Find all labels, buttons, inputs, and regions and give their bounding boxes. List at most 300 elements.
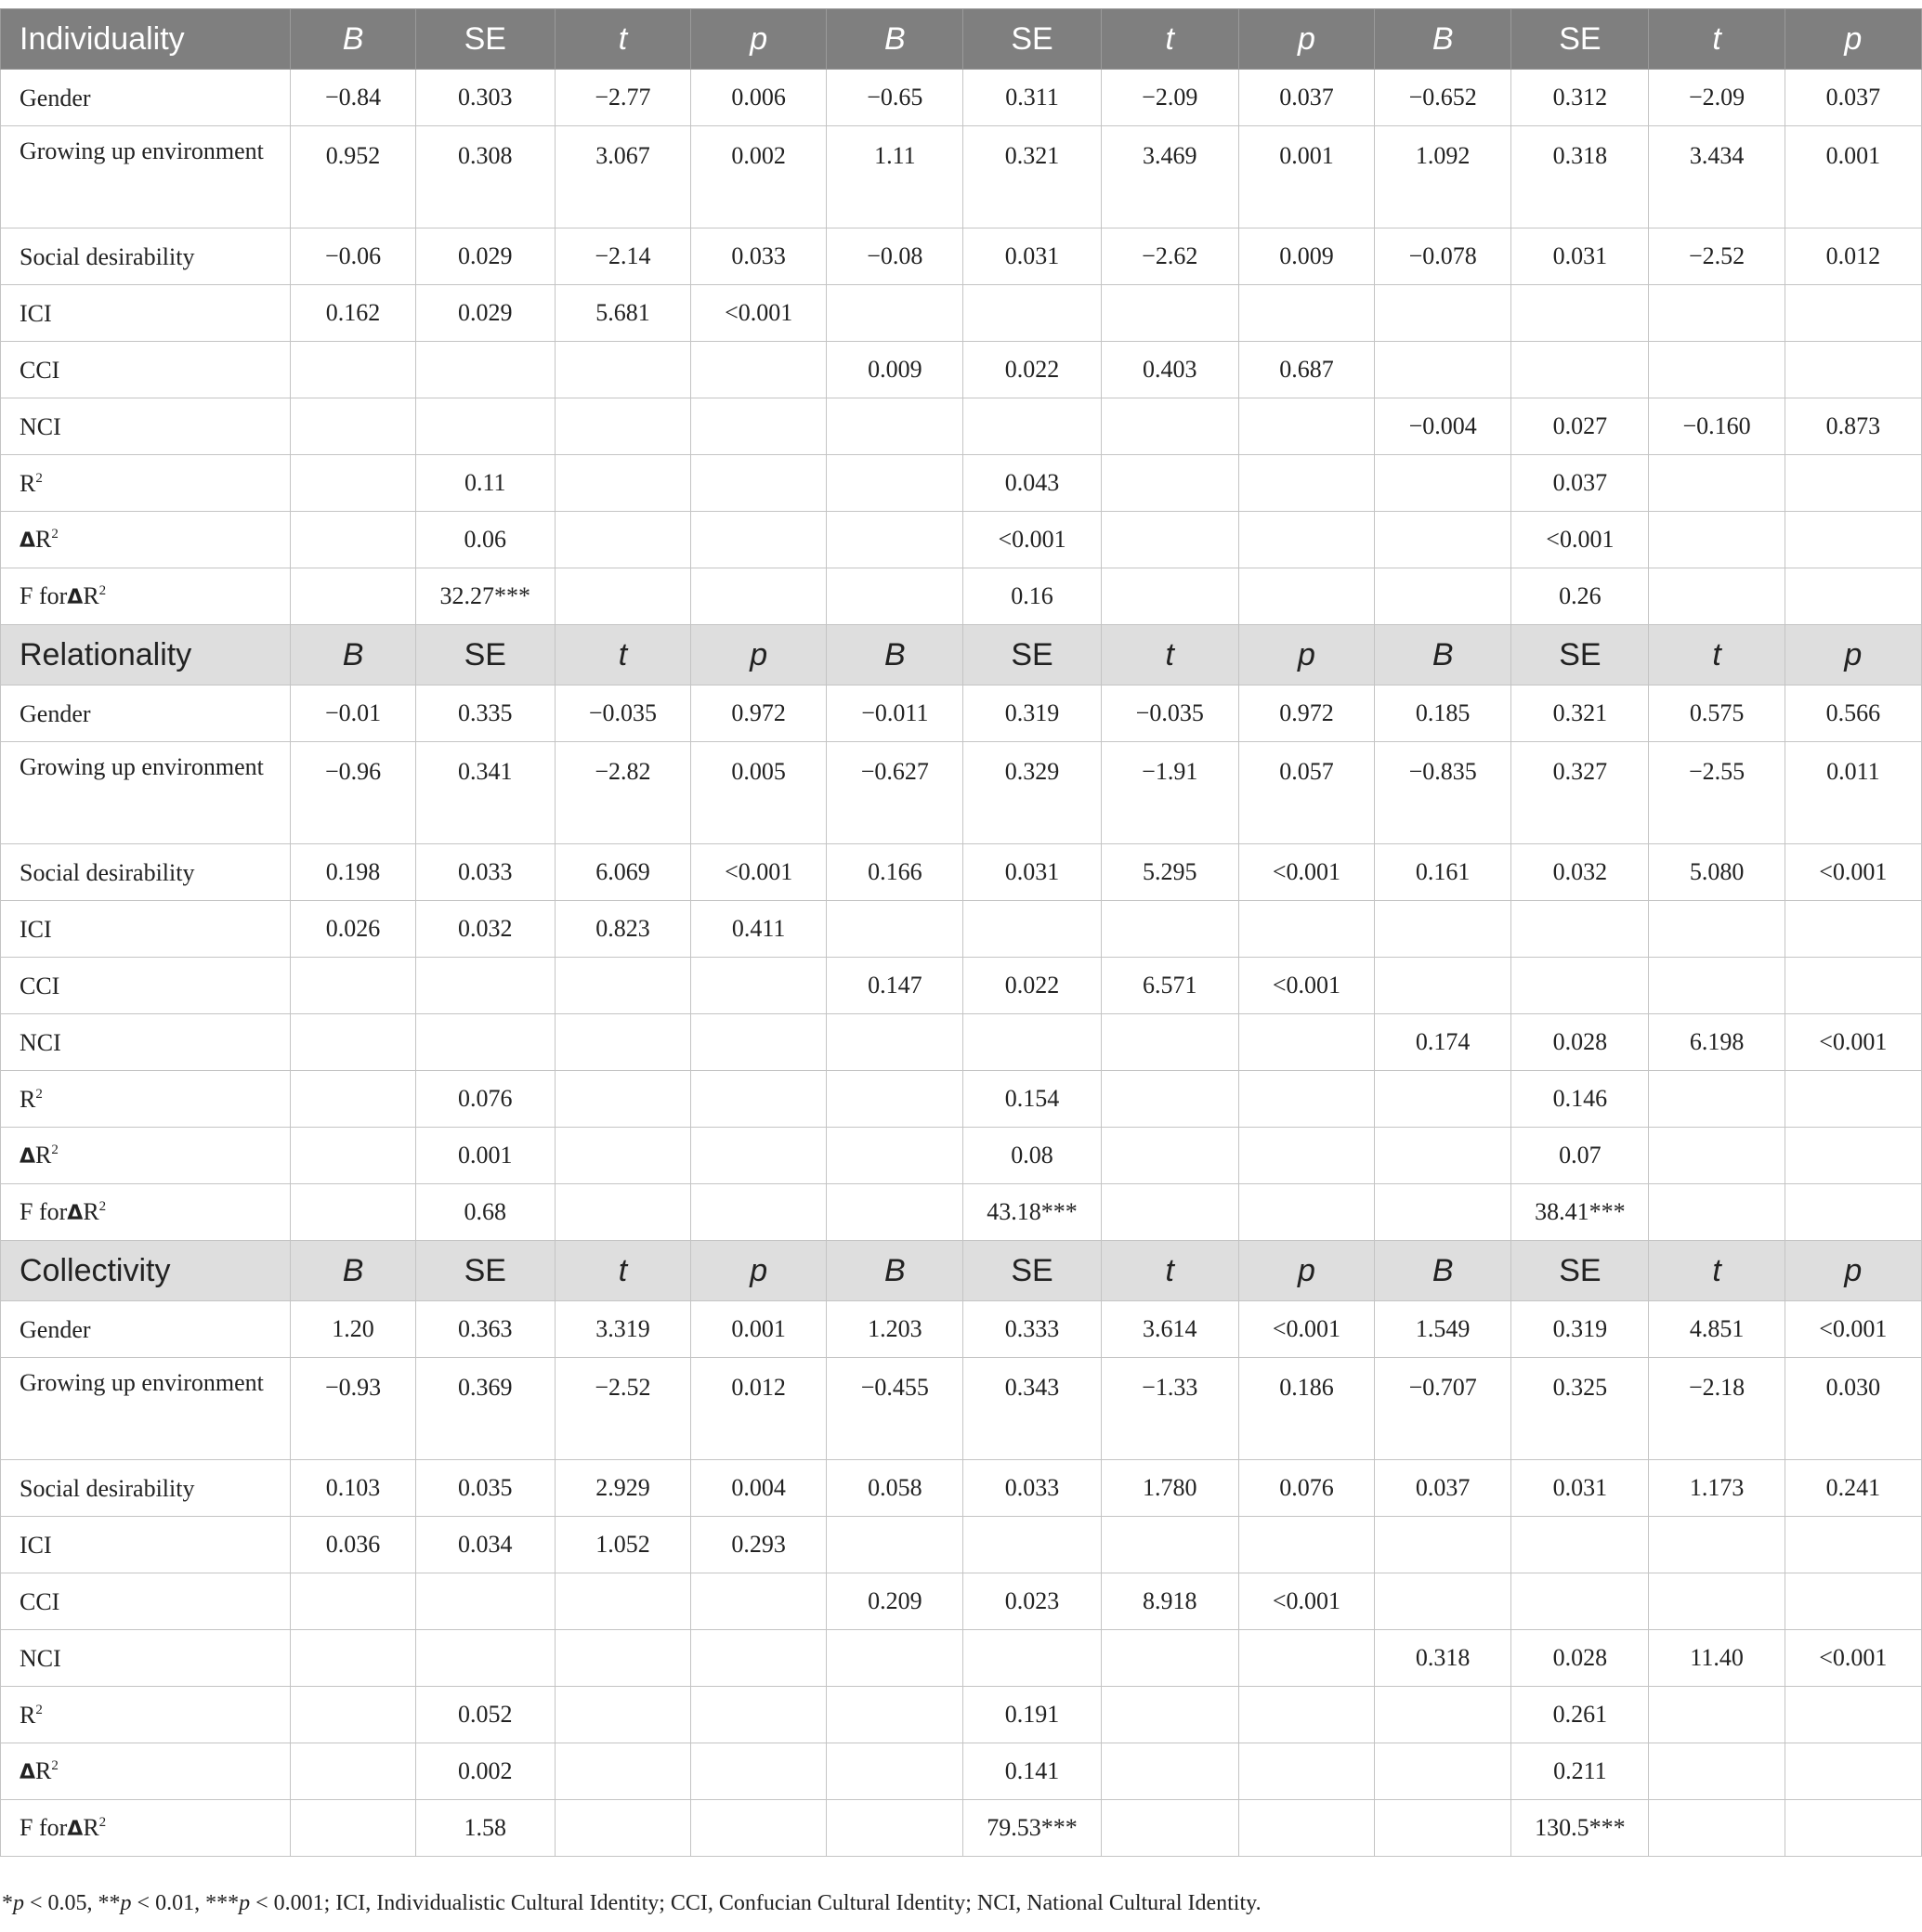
table-cell: 0.209 xyxy=(827,1573,963,1630)
table-cell xyxy=(1375,342,1511,398)
table-cell: 0.031 xyxy=(963,228,1101,285)
table-cell: 0.006 xyxy=(691,70,827,126)
table-cell xyxy=(1375,512,1511,568)
table-cell: 0.002 xyxy=(415,1743,555,1800)
table-row xyxy=(1,512,1922,568)
table-row xyxy=(1,1128,1922,1184)
table-cell: 0.166 xyxy=(827,844,963,901)
table-row xyxy=(1,1184,1922,1241)
table-cell: 0.06 xyxy=(415,512,555,568)
table-cell: −0.078 xyxy=(1375,228,1511,285)
table-cell: 1.58 xyxy=(415,1800,555,1857)
table-cell xyxy=(1649,568,1785,625)
table-cell: −0.65 xyxy=(827,70,963,126)
table-cell: 0.312 xyxy=(1511,70,1649,126)
table-cell xyxy=(1101,512,1238,568)
table-cell: 0.012 xyxy=(1785,228,1921,285)
column-header: t xyxy=(555,9,690,70)
table-cell: −2.62 xyxy=(1101,228,1238,285)
row-label: Social desirability xyxy=(1,844,291,901)
table-cell xyxy=(963,1630,1101,1687)
row-label: F forΔR$^2$ xyxy=(1,568,291,625)
table-cell: 0.052 xyxy=(415,1687,555,1743)
table-cell xyxy=(1785,455,1921,512)
column-header: SE xyxy=(415,9,555,70)
table-cell xyxy=(1101,1184,1238,1241)
table-cell: 3.067 xyxy=(555,126,690,228)
row-label: Social desirability xyxy=(1,228,291,285)
table-cell xyxy=(555,1014,690,1071)
table-cell xyxy=(1785,958,1921,1014)
section-header-row xyxy=(1,9,1922,70)
row-label: NCI xyxy=(1,398,291,455)
table-cell: 0.162 xyxy=(291,285,415,342)
table-cell: −0.160 xyxy=(1649,398,1785,455)
table-cell: 0.403 xyxy=(1101,342,1238,398)
table-cell: 1.173 xyxy=(1649,1460,1785,1517)
table-cell xyxy=(691,398,827,455)
table-cell xyxy=(1649,342,1785,398)
table-cell xyxy=(291,455,415,512)
table-cell: 0.031 xyxy=(1511,228,1649,285)
table-cell: 0.191 xyxy=(963,1687,1101,1743)
table-cell xyxy=(1649,285,1785,342)
table-cell xyxy=(1238,1800,1374,1857)
table-cell: 0.027 xyxy=(1511,398,1649,455)
table-cell: 0.001 xyxy=(691,1301,827,1358)
column-header: t xyxy=(1101,9,1238,70)
table-cell: 0.823 xyxy=(555,901,690,958)
table-cell xyxy=(415,1630,555,1687)
row-label: Growing up environment xyxy=(1,742,291,844)
table-cell xyxy=(691,1743,827,1800)
table-cell xyxy=(691,1800,827,1857)
table-cell: 0.012 xyxy=(691,1358,827,1460)
table-cell xyxy=(691,958,827,1014)
table-cell: <0.001 xyxy=(963,512,1101,568)
table-cell: 0.321 xyxy=(1511,685,1649,742)
table-cell xyxy=(827,568,963,625)
table-cell: −0.84 xyxy=(291,70,415,126)
table-cell xyxy=(291,1128,415,1184)
table-cell xyxy=(827,1743,963,1800)
table-row xyxy=(1,685,1922,742)
table-row xyxy=(1,70,1922,126)
column-header: t xyxy=(1101,1241,1238,1301)
table-cell: 0.009 xyxy=(827,342,963,398)
table-cell xyxy=(1101,1743,1238,1800)
table-cell: 0.575 xyxy=(1649,685,1785,742)
table-cell xyxy=(1238,1630,1374,1687)
table-cell: 0.058 xyxy=(827,1460,963,1517)
table-cell: 0.68 xyxy=(415,1184,555,1241)
table-cell xyxy=(291,1014,415,1071)
column-header: SE xyxy=(1511,625,1649,685)
table-cell: 0.308 xyxy=(415,126,555,228)
table-cell xyxy=(555,958,690,1014)
table-cell xyxy=(1649,1687,1785,1743)
table-cell xyxy=(1511,342,1649,398)
table-cell: 0.037 xyxy=(1375,1460,1511,1517)
table-cell xyxy=(963,398,1101,455)
table-cell xyxy=(1238,285,1374,342)
table-cell xyxy=(1649,1071,1785,1128)
table-cell xyxy=(1511,285,1649,342)
table-cell: 0.369 xyxy=(415,1358,555,1460)
table-cell: 1.780 xyxy=(1101,1460,1238,1517)
table-cell xyxy=(291,1071,415,1128)
table-cell xyxy=(1375,1071,1511,1128)
column-header: p xyxy=(691,1241,827,1301)
table-cell: 0.873 xyxy=(1785,398,1921,455)
row-label: F forΔR$^2$ xyxy=(1,1184,291,1241)
table-cell: −2.09 xyxy=(1101,70,1238,126)
table-row xyxy=(1,742,1922,844)
table-row xyxy=(1,126,1922,228)
table-cell xyxy=(415,1573,555,1630)
section-header-row xyxy=(1,1241,1922,1301)
table-cell: 0.335 xyxy=(415,685,555,742)
table-row xyxy=(1,455,1922,512)
table-cell xyxy=(415,958,555,1014)
table-cell: 0.103 xyxy=(291,1460,415,1517)
table-cell xyxy=(1375,1743,1511,1800)
table-cell xyxy=(827,1128,963,1184)
column-header: p xyxy=(691,625,827,685)
row-label: Gender xyxy=(1,70,291,126)
table-cell xyxy=(691,1014,827,1071)
row-label: $\Delta R^2$ xyxy=(1,512,291,568)
table-cell: 0.319 xyxy=(963,685,1101,742)
table-cell: 3.434 xyxy=(1649,126,1785,228)
table-cell xyxy=(1101,901,1238,958)
table-cell: 0.009 xyxy=(1238,228,1374,285)
table-cell: <0.001 xyxy=(1238,1301,1374,1358)
table-cell xyxy=(1101,455,1238,512)
table-cell xyxy=(1785,1687,1921,1743)
table-cell xyxy=(1375,1184,1511,1241)
table-cell: 0.321 xyxy=(963,126,1101,228)
table-cell xyxy=(1375,1800,1511,1857)
row-label: $R^2$ xyxy=(1,1687,291,1743)
table-cell: 38.41*** xyxy=(1511,1184,1649,1241)
table-cell xyxy=(1101,398,1238,455)
table-cell xyxy=(1101,285,1238,342)
row-label: CCI xyxy=(1,958,291,1014)
table-cell: 0.076 xyxy=(1238,1460,1374,1517)
column-header: p xyxy=(1238,9,1374,70)
table-cell: 1.20 xyxy=(291,1301,415,1358)
table-row xyxy=(1,958,1922,1014)
table-cell: 0.031 xyxy=(963,844,1101,901)
column-header: t xyxy=(1649,625,1785,685)
table-cell: 0.032 xyxy=(1511,844,1649,901)
table-cell xyxy=(1101,1128,1238,1184)
table-cell: 0.411 xyxy=(691,901,827,958)
table-cell: <0.001 xyxy=(1511,512,1649,568)
table-cell: 0.037 xyxy=(1511,455,1649,512)
table-cell: <0.001 xyxy=(1238,844,1374,901)
table-cell xyxy=(1649,512,1785,568)
table-cell: 0.033 xyxy=(415,844,555,901)
table-cell: 79.53*** xyxy=(963,1800,1101,1857)
table-cell xyxy=(691,1184,827,1241)
table-row xyxy=(1,1517,1922,1573)
column-header: t xyxy=(1649,9,1785,70)
table-cell: 0.005 xyxy=(691,742,827,844)
table-cell xyxy=(1238,901,1374,958)
table-cell: −0.627 xyxy=(827,742,963,844)
row-label: Gender xyxy=(1,1301,291,1358)
table-cell: −2.52 xyxy=(1649,228,1785,285)
table-cell: 0.303 xyxy=(415,70,555,126)
table-cell: 0.022 xyxy=(963,958,1101,1014)
table-cell xyxy=(1511,1573,1649,1630)
row-label: ICI xyxy=(1,901,291,958)
table-cell: 0.031 xyxy=(1511,1460,1649,1517)
table-cell xyxy=(963,901,1101,958)
row-label: Gender xyxy=(1,685,291,742)
table-cell: −0.455 xyxy=(827,1358,963,1460)
table-cell xyxy=(1375,285,1511,342)
table-cell: 0.327 xyxy=(1511,742,1649,844)
table-cell: 0.028 xyxy=(1511,1630,1649,1687)
table-cell: <0.001 xyxy=(1238,1573,1374,1630)
table-cell xyxy=(1238,1014,1374,1071)
table-cell: 0.174 xyxy=(1375,1014,1511,1071)
table-cell: 0.972 xyxy=(691,685,827,742)
table-footnote: *p < 0.05, **p < 0.01, ***p < 0.001; ICI, Individualistic Cultural Identity; CCI, Confucian Cultural Identity; NCI, National Cultural Identity. xyxy=(2,1891,1262,1915)
table-cell xyxy=(827,455,963,512)
table-cell xyxy=(1238,1071,1374,1128)
table-cell: −2.77 xyxy=(555,70,690,126)
table-cell xyxy=(555,568,690,625)
row-label: $R^2$ xyxy=(1,455,291,512)
table-cell xyxy=(1101,1014,1238,1071)
column-header: SE xyxy=(963,9,1101,70)
table-cell xyxy=(555,512,690,568)
table-cell xyxy=(415,398,555,455)
table-cell: 0.023 xyxy=(963,1573,1101,1630)
table-cell: <0.001 xyxy=(1785,1014,1921,1071)
table-row xyxy=(1,1358,1922,1460)
table-cell xyxy=(1238,1743,1374,1800)
table-row xyxy=(1,228,1922,285)
table-cell: 130.5*** xyxy=(1511,1800,1649,1857)
table-cell: 0.329 xyxy=(963,742,1101,844)
table-cell xyxy=(291,512,415,568)
table-cell xyxy=(691,1687,827,1743)
row-label: NCI xyxy=(1,1630,291,1687)
table-cell: 43.18*** xyxy=(963,1184,1101,1241)
table-cell xyxy=(291,1687,415,1743)
column-header: B xyxy=(1375,9,1511,70)
table-cell: −0.01 xyxy=(291,685,415,742)
column-header: B xyxy=(827,1241,963,1301)
table-cell: 3.319 xyxy=(555,1301,690,1358)
table-cell xyxy=(1649,1800,1785,1857)
section-title: Collectivity xyxy=(1,1241,291,1301)
table-cell: <0.001 xyxy=(1238,958,1374,1014)
column-header: t xyxy=(1101,625,1238,685)
column-header: B xyxy=(291,9,415,70)
column-header: SE xyxy=(963,1241,1101,1301)
table-cell: 0.16 xyxy=(963,568,1101,625)
column-header: SE xyxy=(415,625,555,685)
table-cell xyxy=(827,285,963,342)
table-row xyxy=(1,1687,1922,1743)
row-label: Social desirability xyxy=(1,1460,291,1517)
table-row xyxy=(1,285,1922,342)
table-cell: −0.06 xyxy=(291,228,415,285)
table-cell: 6.571 xyxy=(1101,958,1238,1014)
table-cell: 1.092 xyxy=(1375,126,1511,228)
table-cell: <0.001 xyxy=(691,285,827,342)
table-cell xyxy=(963,285,1101,342)
table-cell: 0.11 xyxy=(415,455,555,512)
column-header: SE xyxy=(963,625,1101,685)
table-cell: 2.929 xyxy=(555,1460,690,1517)
table-cell: −1.91 xyxy=(1101,742,1238,844)
table-cell: 0.26 xyxy=(1511,568,1649,625)
table-cell: −2.14 xyxy=(555,228,690,285)
row-label: $R^2$ xyxy=(1,1071,291,1128)
table-cell: 0.022 xyxy=(963,342,1101,398)
table-cell xyxy=(1238,1687,1374,1743)
table-cell xyxy=(1101,1800,1238,1857)
table-cell: 0.972 xyxy=(1238,685,1374,742)
table-row xyxy=(1,398,1922,455)
row-label: Growing up environment xyxy=(1,126,291,228)
column-header: t xyxy=(555,1241,690,1301)
column-header: SE xyxy=(415,1241,555,1301)
table-cell xyxy=(555,1184,690,1241)
table-cell xyxy=(291,1630,415,1687)
table-row xyxy=(1,568,1922,625)
table-cell xyxy=(1511,958,1649,1014)
table-cell: 1.11 xyxy=(827,126,963,228)
column-header: p xyxy=(1785,1241,1921,1301)
section-title: Relationality xyxy=(1,625,291,685)
table-cell xyxy=(827,901,963,958)
table-cell xyxy=(691,1128,827,1184)
table-cell xyxy=(1238,568,1374,625)
table-cell: 0.146 xyxy=(1511,1071,1649,1128)
table-cell: 0.363 xyxy=(415,1301,555,1358)
column-header: B xyxy=(827,9,963,70)
table-row xyxy=(1,1301,1922,1358)
table-cell: 0.687 xyxy=(1238,342,1374,398)
table-cell: 0.029 xyxy=(415,285,555,342)
table-cell xyxy=(691,342,827,398)
column-header: t xyxy=(555,625,690,685)
table-cell: −0.08 xyxy=(827,228,963,285)
row-label: $\Delta R^2$ xyxy=(1,1128,291,1184)
table-cell xyxy=(291,398,415,455)
column-header: p xyxy=(1238,625,1374,685)
table-cell: 0.08 xyxy=(963,1128,1101,1184)
table-cell: 4.851 xyxy=(1649,1301,1785,1358)
table-cell: −2.82 xyxy=(555,742,690,844)
table-cell xyxy=(1101,1071,1238,1128)
table-cell xyxy=(827,512,963,568)
table-cell: −0.004 xyxy=(1375,398,1511,455)
table-row xyxy=(1,1630,1922,1687)
table-cell: 11.40 xyxy=(1649,1630,1785,1687)
table-cell xyxy=(1375,901,1511,958)
table-cell xyxy=(291,568,415,625)
section-header-row xyxy=(1,625,1922,685)
table-cell: −0.035 xyxy=(1101,685,1238,742)
table-cell xyxy=(1785,901,1921,958)
table-cell: 0.043 xyxy=(963,455,1101,512)
table-cell: 0.211 xyxy=(1511,1743,1649,1800)
table-cell: 0.186 xyxy=(1238,1358,1374,1460)
table-cell: 5.080 xyxy=(1649,844,1785,901)
table-cell xyxy=(1785,1071,1921,1128)
row-label: ICI xyxy=(1,1517,291,1573)
column-header: t xyxy=(1649,1241,1785,1301)
table-cell xyxy=(691,1630,827,1687)
table-cell xyxy=(827,1800,963,1857)
table-cell: 3.614 xyxy=(1101,1301,1238,1358)
table-cell xyxy=(1785,342,1921,398)
table-cell: 0.325 xyxy=(1511,1358,1649,1460)
table-cell xyxy=(1101,568,1238,625)
table-cell: 0.001 xyxy=(1785,126,1921,228)
table-cell: 0.011 xyxy=(1785,742,1921,844)
table-cell: <0.001 xyxy=(1785,1301,1921,1358)
column-header: B xyxy=(291,1241,415,1301)
table-cell xyxy=(827,1517,963,1573)
table-cell xyxy=(1101,1517,1238,1573)
table-cell xyxy=(1375,568,1511,625)
table-row xyxy=(1,901,1922,958)
table-cell xyxy=(555,1800,690,1857)
table-cell xyxy=(1785,512,1921,568)
column-header: p xyxy=(1785,625,1921,685)
table-cell xyxy=(827,1630,963,1687)
table-cell: 3.469 xyxy=(1101,126,1238,228)
table-cell xyxy=(555,342,690,398)
table-cell: 0.293 xyxy=(691,1517,827,1573)
table-cell xyxy=(1375,958,1511,1014)
table-cell xyxy=(1785,1800,1921,1857)
table-cell: 1.203 xyxy=(827,1301,963,1358)
table-cell: 0.318 xyxy=(1375,1630,1511,1687)
table-cell: −2.55 xyxy=(1649,742,1785,844)
row-label: CCI xyxy=(1,342,291,398)
table-cell: −2.09 xyxy=(1649,70,1785,126)
table-cell: 0.952 xyxy=(291,126,415,228)
table-cell: 0.004 xyxy=(691,1460,827,1517)
table-cell xyxy=(1649,1743,1785,1800)
table-cell xyxy=(827,398,963,455)
table-cell: 5.295 xyxy=(1101,844,1238,901)
table-cell: 0.057 xyxy=(1238,742,1374,844)
table-cell: 8.918 xyxy=(1101,1573,1238,1630)
column-header: B xyxy=(827,625,963,685)
table-cell: −0.652 xyxy=(1375,70,1511,126)
table-cell xyxy=(1101,1687,1238,1743)
table-cell: 0.029 xyxy=(415,228,555,285)
column-header: p xyxy=(1238,1241,1374,1301)
table-cell: 0.154 xyxy=(963,1071,1101,1128)
column-header: p xyxy=(1785,9,1921,70)
table-cell xyxy=(555,398,690,455)
table-cell: 0.147 xyxy=(827,958,963,1014)
table-cell xyxy=(1238,1517,1374,1573)
